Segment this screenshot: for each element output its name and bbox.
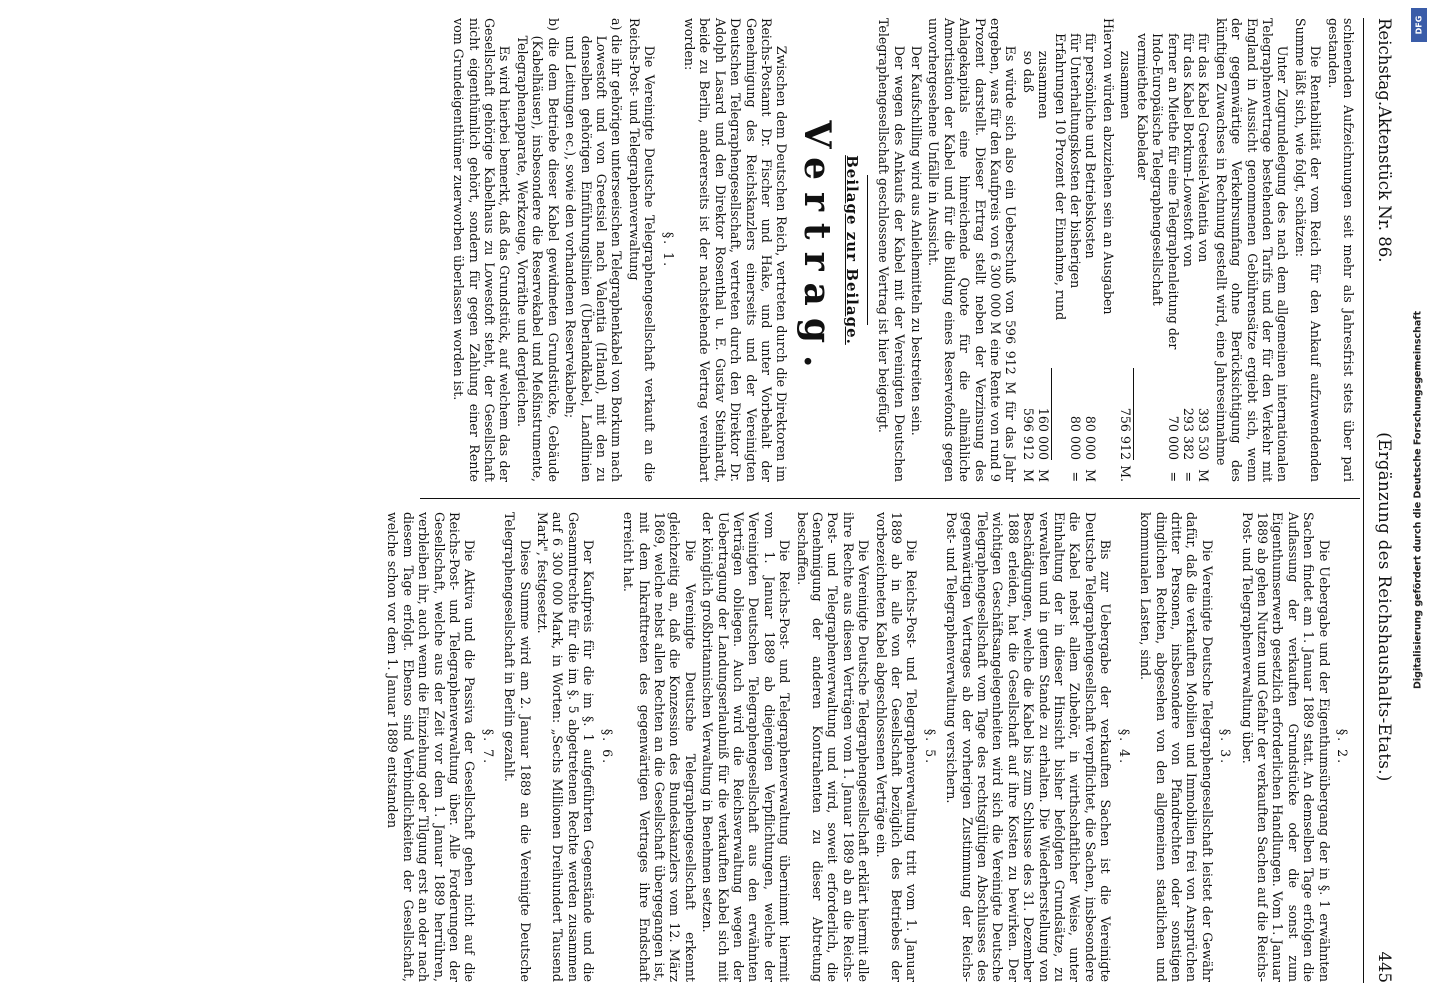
ledger-row — [1196, 18, 1211, 482]
ledger-unit: M — [1036, 469, 1052, 482]
paragraph: Es würde sich also ein Ueberschuß von 596 912 M für das Jahr ergeben, was für den Kaufpreis von 6 300 000 M eine Rente von rund 9 Prozent darstellt. Dieser Ertrag stellt neben der Verzinsung des Anlagekapitals eine hinreichende Quote für die allmähliche Amortisation der Kabel und für die Bildung eines Reservefonds gegen unvorhergesehene Unfälle in Aussicht. — [926, 18, 1019, 482]
paragraph: Es wird hierbei bemerkt, daß das Grundstück, auf welchem das der Gesellschaft gehörige Kabelhaus zu Lowestoft steht, der Gesellschaft nicht eigenthümlich gehört, sondern für gegen Zahlung einer Rente vom Grundeigenthümer zuerworben überlassen worden ist. — [451, 18, 513, 482]
ledger-amount: 70 000 — [1165, 415, 1181, 460]
ledger-label: so daß — [1020, 50, 1036, 93]
ledger-unit: M — [1083, 469, 1099, 482]
paragraph: Die Vereinigte Deutsche Telegraphengesellschaft verkauft an die Reichs-Post- und Telegraphenverwaltung — [626, 18, 658, 482]
header-aktenstueck: Aktenstück Nr. 86. — [1375, 106, 1394, 263]
section-heading: §. 3. — [1218, 728, 1234, 766]
expenses-ledger — [1020, 18, 1098, 482]
section-heading: §. 6. — [599, 728, 615, 766]
ledger-row — [1134, 18, 1180, 482]
header-rule — [1363, 18, 1364, 983]
ledger-amount: 80 000 — [1068, 415, 1084, 460]
paragraph: Der Kaufschilling wird aus Anleihemitteln zu bestreiten sein. — [909, 45, 925, 436]
paragraph: Der wegen des Ankaufs der Kabel mit der Vereinigten Deutschen Telegraphengesellschaft geschlossene Vertrag ist hier beigefügt. — [876, 18, 907, 482]
header-title: (Ergänzung des Reichshaushalts-Etats.) — [1375, 432, 1394, 782]
section-heading: §. 1. — [660, 231, 676, 269]
ledger-label: für persönliche und Betriebskosten — [1083, 33, 1099, 259]
ledger-amount: 160 000 — [1036, 368, 1052, 460]
ledger-label: für das Kabel Borkum-Lowestoft von — [1180, 33, 1196, 268]
ledger-unit: = — [1180, 471, 1196, 482]
section-heading: §. 2. — [1335, 728, 1350, 766]
ledger-unit: = — [1165, 471, 1181, 482]
paragraph: Die Rentabilität der vom Reich für den Ankauf aufzuwendenden Summe läßt sich, wie folgt, schätzen: — [1292, 18, 1324, 482]
paragraph: schienenden Aufzeichnungen seit mehr als Jahresfrist stets über pari gestanden. — [1325, 18, 1356, 482]
beilage-heading: Beilage zur Beilage. — [842, 155, 861, 345]
header-reichstag: Reichstag. — [1375, 18, 1394, 107]
page-number: 445 — [1375, 951, 1394, 983]
ledger-row — [1052, 18, 1083, 482]
ledger-amount: 756 912 — [1118, 368, 1134, 460]
income-ledger — [1118, 18, 1211, 482]
paragraph: Bis zur Uebergabe der verkauften Sachen ist die Vereinigte Deutsche Telegraphengesellschaft verpflichtet, die Sachen, insbesondere die Kabel nebst allem Zubehör, in wirthschaftlicher Weise, unter Einhaltung der in dieser Hinsicht bisher befolgten Grundsätze, zu verwalten und in gutem Stande zu erhalten. Die Wiederherstellung von Beschädigungen, welche die Kabel bis zum Schlusse des 31. Dezember 1888 erleiden, hat die Gesellschaft auf ihre Kosten zu bewirken. Der wichtigen Geschäftsangelegenheiten wird sich die Vereinigte Deutsche Telegraphengesellschaft vom Tage des rechtsgültigen Abschlusses des gegenwärtigen Vertrages ab der vorherigen Zustimmung der Reichs-Post- und Telegraphenverwaltung versichern. — [944, 512, 1114, 982]
paragraph: Die Uebergabe und der Eigenthumsübergang der in §. 1 erwähnten Sachen findet am 1. Januar 1889 statt. An demselben Tage erfolgen die Auflassung der verkauften Grundstücke oder die sonst zum Eigenthumserwerb gesetzlich erforderlichen Handlungen. Vom 1. Januar 1889 ab gehen Nutzen und Gefahr der verkauften Sachen auf die Reichs-Post- und Telegraphenverwaltung über. — [1239, 512, 1332, 982]
digitization-note-text: Digitalisierung gefördert durch die Deutsche Forschungsgemeinschaft — [1412, 311, 1424, 689]
page-header — [1366, 18, 1392, 983]
right-column — [383, 512, 1356, 982]
paragraph: Zwischen dem Deutschen Reich, vertreten durch die Direktoren im Reichs-Postamt Dr. Fischer und Hake, und unter Vorbehalt der Genehmigung des Reichskanzlers einerseits und der Vereinigten Deutschen Telegraphengesellschaft, vertreten durch den Direktor Dr. Adolph Lasard und den Direktor Rosenthal u. E. Gustav Steinhardt, beide zu Berlin, andererseits ist der nachstehende Vertrag vereinbart worden: — [681, 18, 790, 482]
paragraph: Unter Zugrundelegung des nach dem allgemeinen internationalen Telegraphenvertrage bestehenden Tarifs und der für den Verkehr mit England in Aussicht genommenen Gebührensätze ergiebt sich, wenn der gegenwärtige Verkehrsumfang ohne Berücksichtigung des künftigen Zuwachses in Rechnung gestellt wird, eine Jahreseinnahme — [1213, 18, 1291, 482]
left-column — [449, 18, 1356, 482]
ledger-label: für Unterhaltungskosten der bisherigen Erfahrungen 10 Prozent der Einnahme, rund — [1052, 33, 1084, 321]
paragraph: Die Aktiva und die Passiva der Gesellschaft gehen nicht auf die Reichs-Post- und Telegraphenverwaltung über. Alle Forderungen der Gesellschaft, welche aus der Zeit vor dem 1. Januar 1889 herrühren, verbleiben ihr, auch wenn die Einziehung oder Tilgung erst an oder nach diesem Tage erfolgt. Ebenso sind Verbindlichkeiten der Gesellschaft, welche schon vor dem 1. Januar 1889 entstanden — [385, 512, 478, 982]
section-heading: §. 5. — [922, 728, 938, 766]
ledger-amount: 293 382 — [1180, 407, 1196, 460]
ledger-total-row — [1020, 18, 1035, 482]
paragraph: Die Reichs-Post- und Telegraphenverwaltung tritt vom 1. Januar 1889 ab in alle von der Gesellschaft bezüglich des Betriebes der vorbezeichneten Kabel abgeschlossenen Verträge ein. — [873, 512, 920, 982]
ledger-amount: 80 000 — [1083, 415, 1099, 460]
separator-rule — [867, 175, 868, 325]
paragraph: Hiervon würden abzuziehen sein an Ausgaben — [1100, 18, 1116, 315]
ledger-label: ferner an Miethe für eine Telegraphenleitung der Indo-Europäische Telegraphengesellschaft vermiethete Kabelader — [1134, 33, 1181, 350]
contract-title: Vertrag. — [796, 120, 839, 380]
paragraph: Die Vereinigte Deutsche Telegraphengesellschaft erklärt hiermit alle ihre Rechte aus diesen Verträgen vom 1. Januar 1889 ab an die Reichs-Post- und Telegraphenverwaltung und wird, soweit erforderlich, die Genehmigung der anderen Kontrahenten zu dieser Abtretung beschaffen. — [794, 512, 872, 982]
list-item: b) die dem Betriebe dieser Kabel gewidmeten Grundstücke, Gebäude (Kabelhäuser), insbesondere die Reservekabel und Meßinstrumente, Telegraphenapparate, Werkzeuge, Vorräthe und dergleichen. — [514, 18, 561, 482]
ledger-amount: 393 530 — [1196, 407, 1212, 460]
ledger-label: zusammen — [1118, 50, 1134, 119]
ledger-row — [1181, 18, 1196, 482]
list-item: a) die ihr gehörigen unterseeischen Telegraphenkabel von Borkum nach Lowestoft und von Greetsiel nach Valentia (Irland), mit den zu denselben gehörigen Einführungslinien (Überlandkabel, Landlinien und Leitungen ec.), sowie den vorhandenen Reservekabeln; — [563, 18, 625, 482]
paragraph: Die Vereinigte Deutsche Telegraphengesellschaft erkennt gleichzeitig an, daß die Konzession des Bundeskanzlers vom 12. März 1869, welche nebst allen Rechten an die Gesellschaft übergegangen ist, mit dem Inkrafttreten des gegenwärtigen Vertrages ihre Endschaft erreicht hat. — [621, 512, 698, 982]
ledger-label: zusammen — [1036, 50, 1052, 119]
ledger-unit: M — [1196, 469, 1212, 482]
paragraph: Die Vereinigte Deutsche Telegraphengesellschaft leistet der Gewähr dafür, daß die verkauften Mobilien und Immobilien frei von Ansprüchen dritter Personen, insbesondere von Pfandrechten oder sonstigen dinglichen Rechten, abgesehen von den allgemeinen staatlichen und kommunalen Lasten, sind. — [1138, 512, 1215, 982]
ledger-amount: 596 912 — [1020, 407, 1036, 460]
ledger-unit: M. — [1118, 465, 1134, 482]
ledger-unit: M — [1020, 469, 1036, 482]
ledger-row — [1083, 18, 1098, 482]
paragraph: Diese Summe wird am 2. Januar 1889 an die Vereinigte Deutsche Telegraphengesellschaft in Berlin gezahlt. — [502, 512, 533, 982]
paragraph: Die Reichs-Post- und Telegraphenverwaltung übernimmt hiermit vom 1. Januar 1889 ab diejenigen Verpflichtungen, welche der Vereinigten Deutschen Telegraphengesellschaft aus den erwähnten Verträgen obliegen. Auch wird die Reichsverwaltung wegen der Uebertragung der Landungserlaubniß für die verkauften Kabel sich mit der königlich großbritannischen Verwaltung in Benehmen setzen. — [700, 512, 793, 982]
section-heading: §. 4. — [1116, 728, 1132, 766]
column-divider — [420, 498, 1360, 499]
digitization-note — [1408, 0, 1428, 1000]
ledger-total-row — [1118, 18, 1134, 482]
ledger-unit: = — [1068, 471, 1084, 482]
ledger-total-row — [1036, 18, 1052, 482]
ledger-label: für das Kabel Greetsiel-Valentia von — [1196, 33, 1212, 263]
dfg-logo-text: DFG — [1414, 15, 1424, 35]
section-heading: §. 7. — [480, 728, 496, 766]
paragraph: Der Kaufpreis für die im §. 1 aufgeführten Gegenstände und die Gesammtrechte für die im §. 5 abgetretenen Rechte werden zusammen auf 6 300 000 Mark, in Worten: „Sechs Millionen Dreihundert Tausend Mark", festgesetzt. — [535, 512, 597, 982]
